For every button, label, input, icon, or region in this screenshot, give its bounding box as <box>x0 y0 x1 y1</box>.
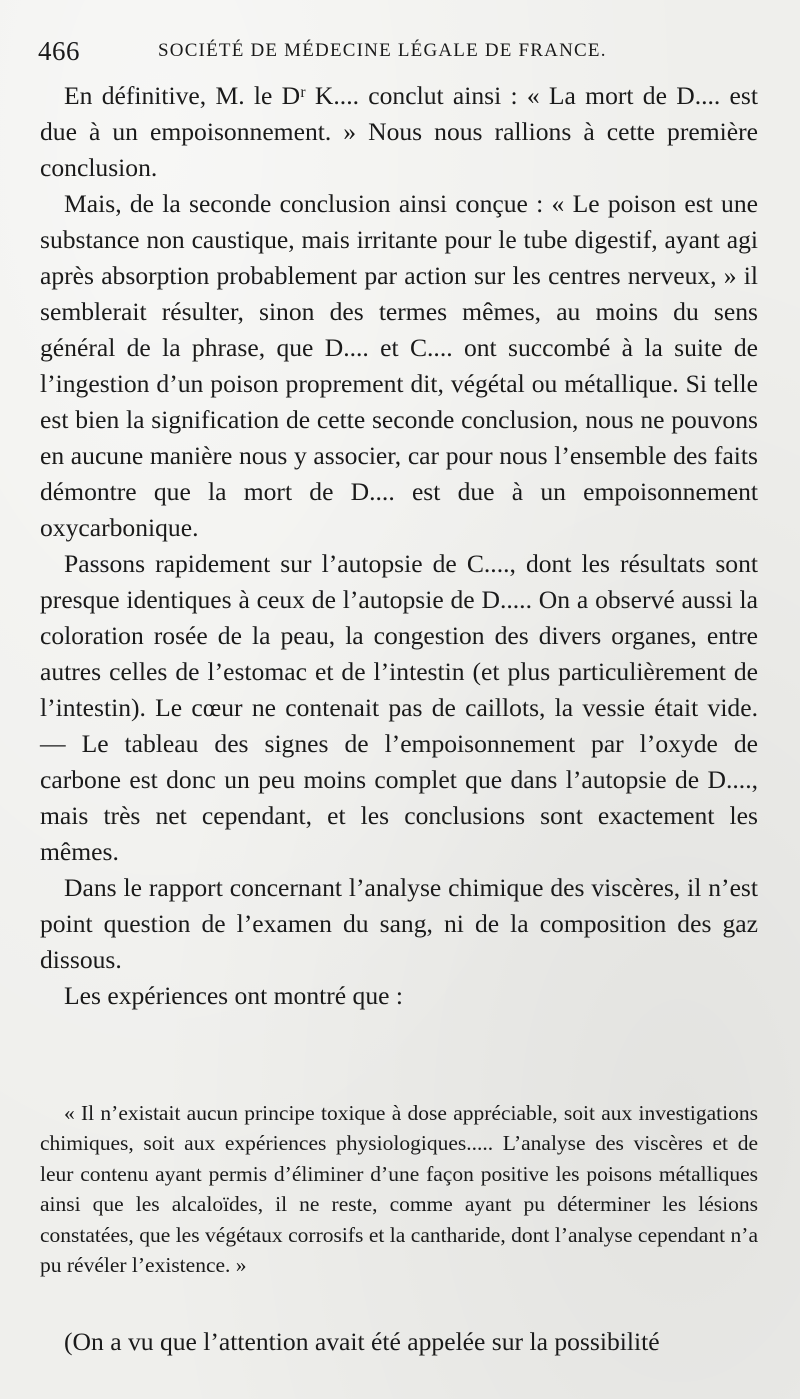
paragraph-experiments-intro: Les expériences ont montré que : <box>64 981 403 1010</box>
running-title: SOCIÉTÉ DE MÉDECINE LÉGALE DE FRANCE. <box>158 40 607 61</box>
block-quote: « Il n’existait aucun principe toxique à dose appréciable, soit aux investigations chimiques, soit aux expériences physiologiques..... L’analyse des viscères et de leur contenu ayant permis d’éliminer d’une façon positive les poisons métalliques ainsi que les alcaloïdes, il ne reste, comme ayant pu déterminer les lésions constatées, que les végétaux corrosifs et la cantharide, dont l’analyse cependant n’a pu révéler l’existence. » <box>40 1101 758 1278</box>
paragraph-last-line: (On a vu que l’attention avait été appelée sur la possibilité <box>64 1327 660 1356</box>
page-number: 466 <box>38 36 80 66</box>
paragraph-second-conclusion: Mais, de la seconde conclusion ainsi conçue : « Le poison est une substance non caustique, mais irritante pour le tube digestif, ayant agi après absorption probablement par action sur les centres nerveux, » il semblerait résulter, sinon des termes mêmes, au moins du sens général de la phrase, que D.... et C.... ont succombé à la suite de l’ingestion d’un poison proprement dit, végétal ou métallique. Si telle est bien la signification de cette seconde conclusion, nous ne pouvons en aucune manière nous y associer, car pour nous l’ensemble des faits démontre que la mort de D.... est due à un empoisonnement oxycarbonique. <box>40 189 758 542</box>
body-text <box>40 78 758 1014</box>
page-header <box>38 36 763 68</box>
paragraph-conclusion: En définitive, M. le Dʳ K.... conclut ainsi : « La mort de D.... est due à un empoisonnement. » Nous nous rallions à cette première conclusion. <box>40 81 758 182</box>
paragraph-chemical-analysis: Dans le rapport concernant l’analyse chimique des viscères, il n’est point question de l’examen du sang, ni de la composition des gaz dissous. <box>40 873 758 974</box>
paragraph-autopsy-c: Passons rapidement sur l’autopsie de C...., dont les résultats sont presque identiques à ceux de l’autopsie de D..... On a observé aussi la coloration rosée de la peau, la congestion des divers organes, entre autres celles de l’estomac et de l’intestin (et plus particulièrement de l’intestin). Le cœur ne contenait pas de caillots, la vessie était vide. — Le tableau des signes de l’empoisonnement par l’oxyde de carbone est donc un peu moins complet que dans l’autopsie de D...., mais très net cependant, et les conclusions sont exactement les mêmes. <box>40 549 758 866</box>
